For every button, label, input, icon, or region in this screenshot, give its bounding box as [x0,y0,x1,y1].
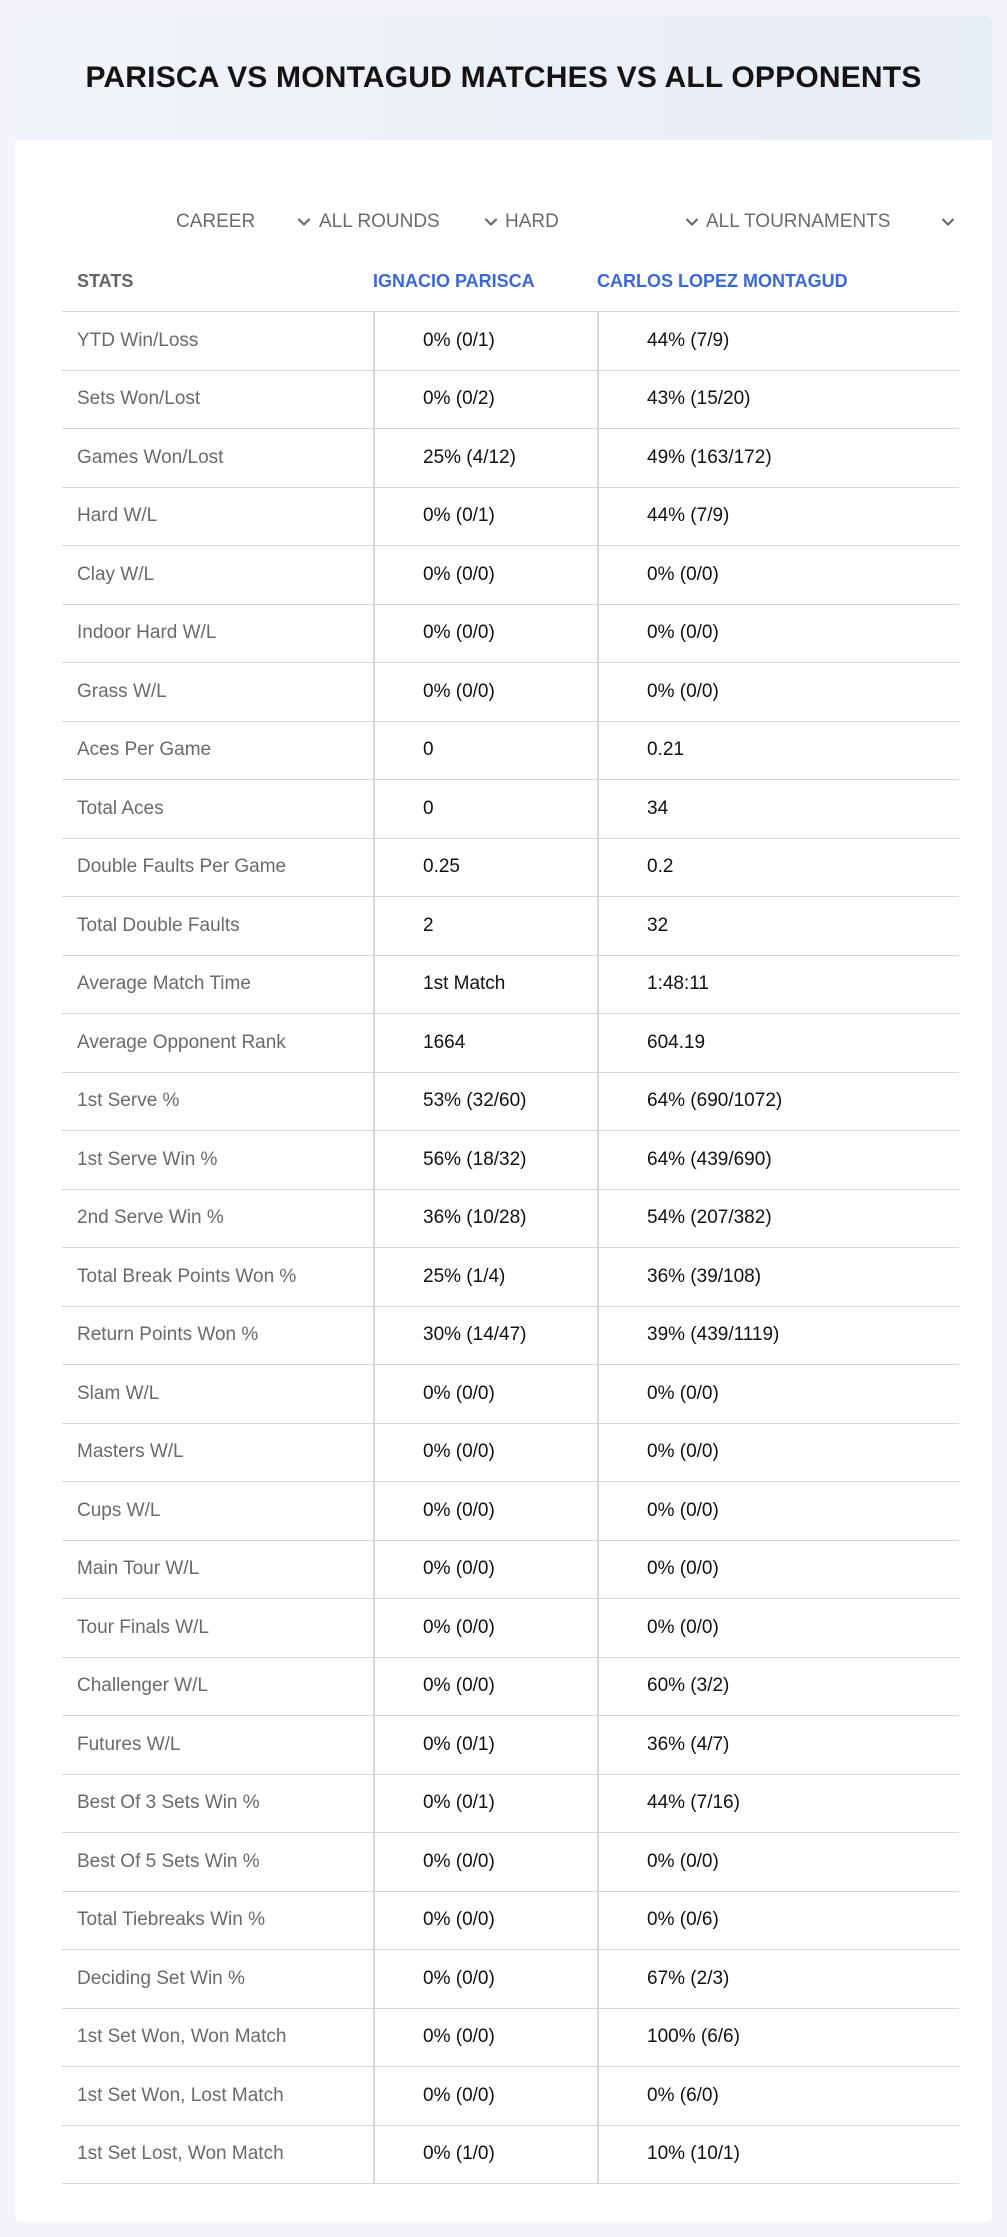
stat-label: Double Faults Per Game [77,856,287,878]
player1-value: 0% (1/0) [373,2126,597,2184]
player1-value: 0% (0/0) [373,1424,597,1482]
stat-label: Indoor Hard W/L [77,622,217,644]
player2-link[interactable]: CARLOS LOPEZ MONTAGUD [597,271,848,291]
stat-label: 1st Set Won, Won Match [77,2026,287,2048]
page-title: PARISCA VS MONTAGUD MATCHES VS ALL OPPONENTS [85,61,922,94]
tournament-select[interactable] [706,192,956,252]
period-select[interactable] [176,192,312,252]
player1-value: 25% (1/4) [373,1248,597,1306]
table-row [62,2009,959,2068]
player2-value: 36% (4/7) [597,1716,959,1774]
stat-label: Total Break Points Won % [77,1265,297,1287]
player2-value: 60% (3/2) [597,1658,959,1716]
player1-value: 0% (0/2) [373,371,597,429]
player1-link[interactable]: IGNACIO PARISCA [373,271,535,291]
player2-value: 0% (6/0) [597,2067,959,2125]
table-row [62,1482,959,1541]
table-row [62,1716,959,1775]
card-header [15,16,992,140]
stat-label: Return Points Won % [77,1324,259,1346]
player2-value: 0% (0/0) [597,1482,959,1540]
player2-value: 0% (0/0) [597,1424,959,1482]
player1-value: 0% (0/0) [373,546,597,604]
player1-value: 0% (0/1) [373,1775,597,1833]
table-row [62,1599,959,1658]
player2-value: 64% (439/690) [597,1131,959,1189]
chevron-down-icon [483,214,499,230]
player1-value: 0% (0/1) [373,488,597,546]
player1-value: 0% (0/0) [373,1541,597,1599]
stat-label: Best Of 5 Sets Win % [77,1850,260,1872]
table-row [62,1014,959,1073]
table-row [62,2067,959,2126]
player1-value: 53% (32/60) [373,1073,597,1131]
player2-value: 0% (0/0) [597,1833,959,1891]
filter-bar [15,192,992,252]
player2-value: 0% (0/6) [597,1892,959,1950]
table-row [62,1892,959,1951]
player2-value: 0.2 [597,839,959,897]
player1-value: 25% (4/12) [373,429,597,487]
player1-value: 1664 [373,1014,597,1072]
player1-value: 0% (0/0) [373,1833,597,1891]
player2-value: 54% (207/382) [597,1190,959,1248]
table-row [62,1424,959,1483]
player2-value: 49% (163/172) [597,429,959,487]
table-row [62,1131,959,1190]
table-row [62,1950,959,2009]
table-row [62,780,959,839]
table-row [62,605,959,664]
stat-label: Grass W/L [77,680,167,702]
player1-value: 0 [373,722,597,780]
player2-value: 10% (10/1) [597,2126,959,2184]
stat-label: 1st Serve % [77,1090,180,1112]
table-row [62,2126,959,2185]
stat-label: Challenger W/L [77,1675,208,1697]
player1-value: 0% (0/0) [373,1365,597,1423]
stat-label: Average Opponent Rank [77,1031,286,1053]
stat-label: Hard W/L [77,505,158,527]
player2-value: 43% (15/20) [597,371,959,429]
table-row [62,1248,959,1307]
table-row [62,839,959,898]
player1-value: 56% (18/32) [373,1131,597,1189]
round-select[interactable] [319,192,499,252]
player2-value: 1:48:11 [597,956,959,1014]
player1-value: 0% (0/0) [373,1658,597,1716]
period-select-value: CAREER [176,211,256,232]
player2-value: 36% (39/108) [597,1248,959,1306]
player1-value: 0% (0/0) [373,2009,597,2067]
chevron-down-icon [684,214,700,230]
stat-label: Aces Per Game [77,739,212,761]
player2-value: 44% (7/16) [597,1775,959,1833]
player2-value: 39% (439/1119) [597,1307,959,1365]
stat-label: Futures W/L [77,1733,181,1755]
table-row [62,488,959,547]
player2-value: 0% (0/0) [597,663,959,721]
table-row [62,546,959,605]
player2-value: 604.19 [597,1014,959,1072]
player1-value: 0% (0/0) [373,605,597,663]
table-header [62,252,959,312]
round-select-value: ALL ROUNDS [319,211,440,232]
table-row [62,956,959,1015]
player1-value: 30% (14/47) [373,1307,597,1365]
player1-value: 2 [373,897,597,955]
player1-value: 0.25 [373,839,597,897]
table-row [62,312,959,371]
stat-label: Average Match Time [77,973,251,995]
table-row [62,1833,959,1892]
surface-select-value: HARD [505,211,559,232]
stats-card [15,16,992,2222]
chevron-down-icon [296,214,312,230]
stat-label: Slam W/L [77,1382,160,1404]
player1-value: 1st Match [373,956,597,1014]
player1-value: 36% (10/28) [373,1190,597,1248]
chevron-down-icon [940,214,956,230]
player1-value: 0% (0/1) [373,1716,597,1774]
player2-value: 0.21 [597,722,959,780]
table-row [62,897,959,956]
stat-label: 1st Set Won, Lost Match [77,2084,284,2106]
player2-value: 0% (0/0) [597,1541,959,1599]
table-row [62,1658,959,1717]
table-row [62,1775,959,1834]
table-row [62,1365,959,1424]
table-row [62,1190,959,1249]
player2-value: 0% (0/0) [597,546,959,604]
surface-select[interactable] [505,192,700,252]
player1-value: 0% (0/0) [373,1482,597,1540]
player2-value: 0% (0/0) [597,605,959,663]
player1-value: 0% (0/0) [373,1950,597,2008]
table-row [62,722,959,781]
stat-label: 1st Serve Win % [77,1148,218,1170]
stat-label: 1st Set Lost, Won Match [77,2143,284,2165]
player1-value: 0% (0/0) [373,663,597,721]
table-row [62,1307,959,1366]
player2-value: 32 [597,897,959,955]
stat-label: Total Tiebreaks Win % [77,1909,265,1931]
player2-value: 34 [597,780,959,838]
table-row [62,1541,959,1600]
player2-value: 44% (7/9) [597,312,959,370]
stat-label: Best Of 3 Sets Win % [77,1792,260,1814]
player2-value: 64% (690/1072) [597,1073,959,1131]
player1-value: 0% (0/0) [373,1892,597,1950]
stat-label: YTD Win/Loss [77,329,199,351]
player1-value: 0% (0/1) [373,312,597,370]
stat-label: Sets Won/Lost [77,388,201,410]
stat-label: Tour Finals W/L [77,1616,209,1638]
table-body [62,312,959,2184]
player2-value: 44% (7/9) [597,488,959,546]
stat-label: Total Double Faults [77,914,240,936]
stat-label: Clay W/L [77,563,155,585]
player2-value: 0% (0/0) [597,1599,959,1657]
stat-label: Total Aces [77,797,164,819]
player1-value: 0% (0/0) [373,1599,597,1657]
stats-column-header: STATS [77,271,134,291]
stat-label: Cups W/L [77,1499,161,1521]
player1-value: 0% (0/0) [373,2067,597,2125]
player2-value: 100% (6/6) [597,2009,959,2067]
table-row [62,429,959,488]
stat-label: Masters W/L [77,1441,184,1463]
tournament-select-value: ALL TOURNAMENTS [706,211,891,232]
table-row [62,371,959,430]
stat-label: 2nd Serve Win % [77,1207,224,1229]
stat-label: Deciding Set Win % [77,1967,245,1989]
table-row [62,1073,959,1132]
stat-label: Games Won/Lost [77,446,224,468]
table-row [62,663,959,722]
player2-value: 0% (0/0) [597,1365,959,1423]
stats-table [62,252,959,2184]
player2-value: 67% (2/3) [597,1950,959,2008]
player1-value: 0 [373,780,597,838]
stat-label: Main Tour W/L [77,1558,200,1580]
